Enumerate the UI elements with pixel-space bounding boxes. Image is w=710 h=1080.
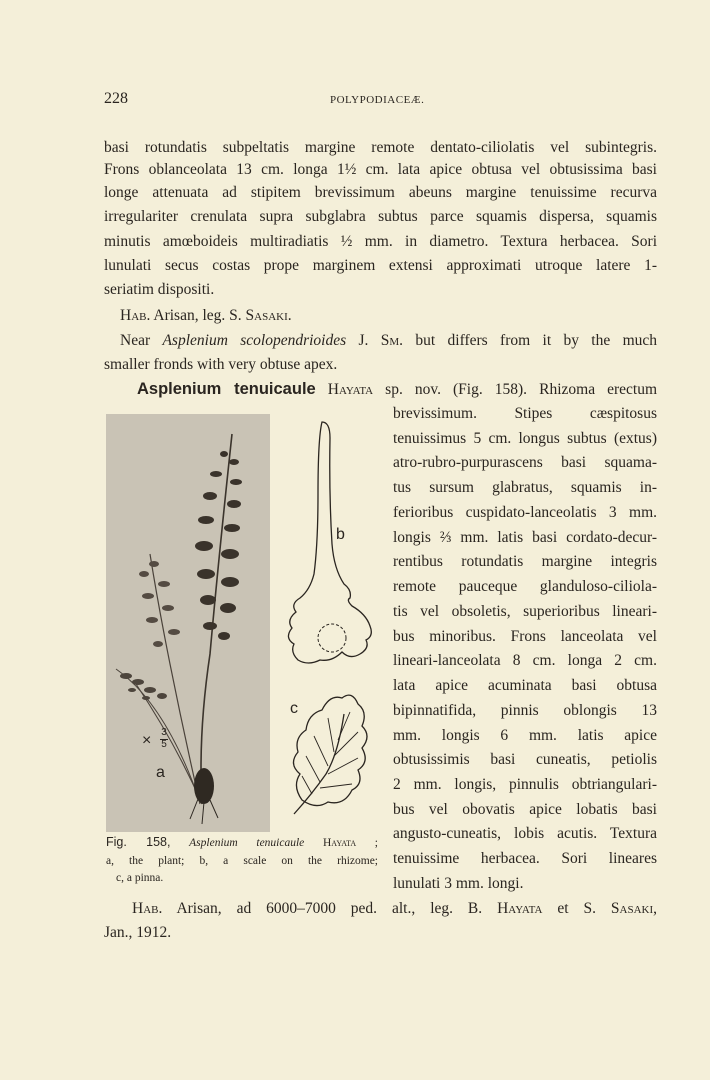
label-a: a: [156, 764, 165, 781]
hab-label: Hab.: [120, 307, 151, 324]
text-line: irregulariter crenulata supra subglabra subtus parce squamis dispersa, squamis: [104, 208, 657, 225]
hab-alt: alt.,: [392, 900, 416, 917]
caption-species: Asplenium tenuicaule: [189, 837, 305, 849]
note-species: Asplenium scolopendrioides: [162, 332, 347, 349]
note-text: but differs from it by the much: [415, 332, 658, 349]
note-text: Near: [120, 332, 151, 349]
text-line: basi rotundatis subpeltatis margine remote dentato-ciliolatis vel subintegris.: [104, 139, 657, 156]
page-number: 228: [104, 90, 128, 107]
species-heading: [137, 381, 657, 398]
species-author: Hayata: [327, 381, 374, 398]
description-line: mm. longis 6 mm. latis apice: [393, 727, 657, 744]
description-line: ferioribus cuspidato-lanceolatis 3 mm.: [393, 504, 657, 521]
running-head: POLYPODIACEÆ.: [330, 94, 425, 106]
description-line: tus sursum glabratus, squamis in-: [393, 479, 657, 496]
description-line: obtusissimis basi cuneatis, petiolis: [393, 751, 657, 768]
species-status: sp. nov. (Fig. 158).: [385, 381, 528, 398]
description-line: angusto-cuneatis, lobis acutis. Textura: [393, 825, 657, 842]
description-line: lunulati 3 mm. longi.: [393, 875, 524, 892]
description-line: tis vel obsoletis, superioribus lineari-: [393, 603, 657, 620]
scale-fraction: [160, 728, 168, 750]
text-line: longe attenuata ad stipitem brevissimum abeuns margine tenuissime recurva: [104, 184, 657, 201]
note-author: Sm.: [380, 332, 404, 349]
note-text: J.: [358, 332, 369, 349]
scale-and-pinna-drawings: [272, 414, 384, 832]
description-line: bus vel obovatis apice lobatis basi: [393, 801, 657, 818]
label-b: b: [336, 526, 345, 543]
habitat-line: [132, 901, 657, 917]
description-line: rentibus rotundatis margine integris: [393, 553, 657, 570]
hab-leg: leg. B.: [430, 900, 483, 917]
hab-collector: Hayata: [497, 900, 543, 917]
description-line: atro-rubro-purpurascens basi squama-: [393, 454, 657, 471]
description-line: longis ⅔ mm. latis basi cordato-decur-: [393, 529, 657, 546]
text-line: seriatim dispositi.: [104, 281, 215, 298]
fern-image: [106, 414, 270, 832]
caption-fig-number: Fig. 158,: [106, 835, 171, 849]
hab-collector: Sasaki.: [245, 307, 292, 324]
description-line: tenuissimus 5 cm. longus subtus (extus): [393, 430, 657, 447]
description-line: lata apice acuminata basi obtusa: [393, 677, 657, 694]
description-line: bus minoribus. Frons lanceolata vel: [393, 628, 657, 645]
note-line: smaller fronds with very obtuse apex.: [104, 356, 338, 373]
label-c: c: [290, 700, 298, 717]
hab-collector: Sasaki,: [610, 900, 658, 917]
description-line: lineari-lanceolata 8 cm. longa 2 cm.: [393, 652, 657, 669]
text-line: lunulati secus costas prope marginem extensi approximati utroque latere 1-: [104, 257, 657, 274]
habitat-line: [120, 308, 292, 324]
note-line: [120, 333, 657, 349]
hab-text: Arisan, ad 6000–7000 ped.: [176, 900, 378, 917]
scale-symbol: ×: [142, 732, 152, 749]
description-line: 2 mm. longis, pinnulis obtriangulari-: [393, 776, 657, 793]
figure-caption-line: a, the plant; b, a scale on the rhizome;: [106, 855, 378, 867]
habitat-date: Jan., 1912.: [104, 924, 172, 941]
scale-denominator: 5: [161, 738, 167, 750]
text-line: Frons oblanceolata 13 cm. longa 1½ cm. lata apice obtusa vel obtusissima basi: [104, 161, 657, 178]
description-line: tenuissime herbacea. Sori lineares: [393, 850, 657, 867]
species-first-words: Rhizoma erectum: [539, 381, 658, 398]
plant-photograph: [106, 414, 270, 832]
species-name: Asplenium tenuicaule: [137, 380, 316, 398]
description-line: brevissimum. Stipes cæspitosus: [393, 405, 657, 422]
hab-text: Arisan, leg. S.: [153, 307, 242, 324]
caption-author: Hayata ;: [322, 837, 379, 849]
hab-et: et S.: [557, 900, 596, 917]
text-line: minutis amœboideis multiradiatis ½ mm. in diametro. Textura herbacea. Sori: [104, 233, 657, 250]
figure-caption-line: [106, 836, 378, 850]
figure-caption-line: c, a pinna.: [116, 872, 164, 884]
scale-numerator: 3: [161, 727, 167, 738]
line-drawings: [272, 414, 384, 832]
description-line: remote pauceque glanduloso-ciliola-: [393, 578, 657, 595]
hab-label: Hab.: [132, 900, 163, 917]
description-line: bipinnatifida, pinnis oblongis 13: [393, 702, 657, 719]
